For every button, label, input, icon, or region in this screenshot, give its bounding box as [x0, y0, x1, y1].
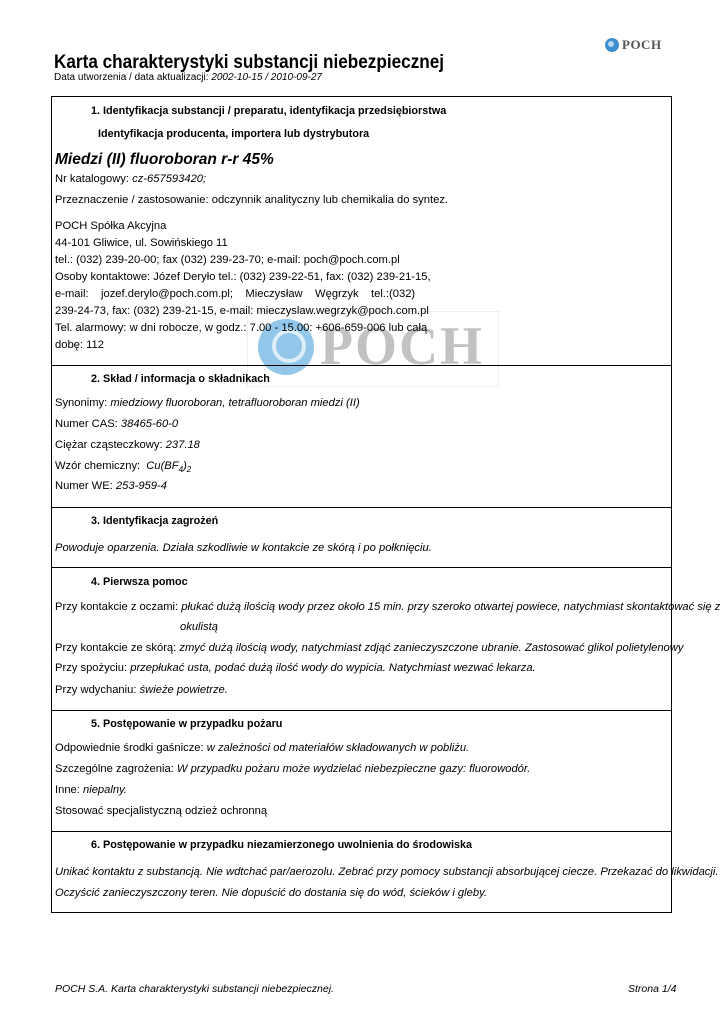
section1-heading: 1. Identyfikacja substancji / preparatu, identyfikacja przedsiębiorstwa [91, 105, 447, 117]
skin-label: Przy kontakcie ze skórą: [55, 642, 177, 654]
hazards-label: Szczególne zagrożenia: [55, 763, 174, 775]
substance-name: Miedzi (II) fluoroboran r-r 45% [55, 151, 274, 168]
mw-label: Ciężar cząsteczkowy: [55, 439, 163, 451]
fire-other [55, 783, 127, 797]
media-value: w zależności od materiałów składowanych w pobliżu. [206, 742, 470, 754]
synonyms-label: Synonimy: [55, 397, 108, 409]
document-title: Karta charakterystyki substancji niebezpiecznej [54, 51, 445, 73]
special-hazards [55, 762, 530, 776]
formula-label: Wzór chemiczny: [55, 460, 141, 472]
mw-value: 237.18 [165, 439, 200, 451]
company-line: POCH Spółka Akcyjna [55, 220, 167, 232]
formula-value: $Cu(BF_4)_2$ [146, 460, 192, 475]
chemical-formula [55, 459, 191, 477]
skin-value: zmyć dużą ilością wody, natychmiast zdjąć zanieczyszczone ubranie. Zastosować glikol polietylenowy [179, 642, 684, 654]
section2-heading: 2. Skład / informacja o składnikach [91, 373, 270, 385]
section1-subheading: Identyfikacja producenta, importera lub dystrybutora [98, 128, 370, 140]
other-value: niepalny. [83, 784, 127, 796]
cas-number [55, 417, 178, 431]
first-aid-eyes [55, 600, 720, 614]
we-value: 253-959-4 [115, 480, 167, 492]
poch-logo [605, 37, 662, 53]
footer-page-number: Strona 1/4 [628, 983, 677, 995]
section-divider [52, 567, 671, 568]
company-line: 44-101 Gliwice, ul. Sowińskiego 11 [55, 237, 228, 249]
sheet-frame [51, 96, 721, 913]
section5-heading: 5. Postępowanie w przypadku pożaru [91, 718, 283, 730]
section-divider [52, 365, 671, 366]
synonyms-value: miedziowy fluoroboran, tetrafluoroboran miedzi (II) [110, 397, 360, 409]
section-divider [52, 507, 671, 508]
molecular-weight [55, 438, 200, 452]
cas-label: Numer CAS: [55, 418, 118, 430]
synonyms [55, 396, 360, 410]
hazard-statement: Powoduje oparzenia. Działa szkodliwie w kontakcie ze skórą i po połknięciu. [55, 542, 432, 554]
release-measures-line: Oczyścić zanieczyszczony teren. Nie dopuścić do dostania się do wód, ścieków i gleby. [55, 887, 487, 899]
use-label: Przeznaczenie / zastosowanie: [55, 194, 209, 206]
we-number [55, 479, 167, 493]
we-label: Numer WE: [55, 480, 113, 492]
dates-value: 2002-10-15 / 2010-09-27 [211, 72, 322, 83]
inhale-value: świeże powietrze. [139, 684, 228, 696]
section6-heading: 6. Postępowanie w przypadku niezamierzonego uwolnienia do środowiska [91, 839, 472, 851]
poch-logo-text: POCH [622, 37, 662, 52]
company-line: dobę: 112 [55, 339, 104, 351]
eyes-continuation: okulistą [180, 621, 218, 633]
footer-document-name: POCH S.A. Karta charakterystyki substancji niebezpiecznej. [55, 983, 334, 995]
catalog-number [55, 172, 206, 186]
section-divider [52, 710, 671, 711]
section3-heading: 3. Identyfikacja zagrożeń [91, 515, 219, 527]
swallow-label: Przy spożyciu: [55, 662, 128, 674]
hazards-value: W przypadku pożaru może wydzielać niebezpieczne gazy: fluorowodór. [176, 763, 531, 775]
section-divider [52, 831, 671, 832]
protective-clothing: Stosować specjalistyczną odzież ochronną [55, 805, 268, 817]
catalog-value: cz-657593420; [132, 173, 207, 185]
company-line: e-mail: jozef.derylo@poch.com.pl; Mieczysław Węgrzyk tel.:(032) [55, 288, 416, 300]
intended-use [55, 193, 448, 207]
company-line: tel.: (032) 239-20-00; fax (032) 239-23-70; e-mail: poch@poch.com.pl [55, 254, 400, 266]
extinguishing-media [55, 741, 469, 755]
release-measures-line: Unikać kontaktu z substancją. Nie wdtchać par/aerozolu. Zebrać przy pomocy substancji absorbującej ciecze. Przekazać do likwidacji. [55, 866, 719, 878]
media-label: Odpowiednie środki gaśnicze: [55, 742, 204, 754]
other-label: Inne: [55, 784, 80, 796]
catalog-label: Nr katalogowy: [55, 173, 129, 185]
dates-label: Data utworzenia / data aktualizacji: [54, 72, 209, 83]
section4-heading: 4. Pierwsza pomoc [91, 576, 188, 588]
first-aid-skin [55, 641, 683, 655]
cas-value: 38465-60-0 [120, 418, 179, 430]
inhale-label: Przy wdychaniu: [55, 684, 137, 696]
company-line: 239-24-73, fax: (032) 239-21-15, e-mail: mieczyslaw.wegrzyk@poch.com.pl [55, 305, 429, 317]
poch-logo-icon [605, 38, 619, 52]
company-line: Osoby kontaktowe: Józef Deryło tel.: (032) 239-22-51, fax: (032) 239-21-15, [55, 271, 431, 283]
watermark-text: POCH [320, 316, 484, 376]
document-dates [54, 72, 322, 83]
eyes-label: Przy kontakcie z oczami: [55, 601, 179, 613]
first-aid-inhale [55, 683, 228, 697]
company-line: Tel. alarmowy: w dni robocze, w godz.: 7.00 - 15.00: +606-659-006 lub całą [55, 322, 428, 334]
swallow-value: przepłukać usta, podać dużą ilość wody do wypicia. Natychmiast wezwać lekarza. [130, 662, 536, 674]
eyes-value: płukać dużą ilością wody przez około 15 min. przy szeroko otwartej powiece, natychmiast skontaktować się z [181, 601, 721, 613]
use-value: odczynnik analityczny lub chemikalia do syntez. [211, 194, 449, 206]
first-aid-swallow [55, 661, 536, 675]
